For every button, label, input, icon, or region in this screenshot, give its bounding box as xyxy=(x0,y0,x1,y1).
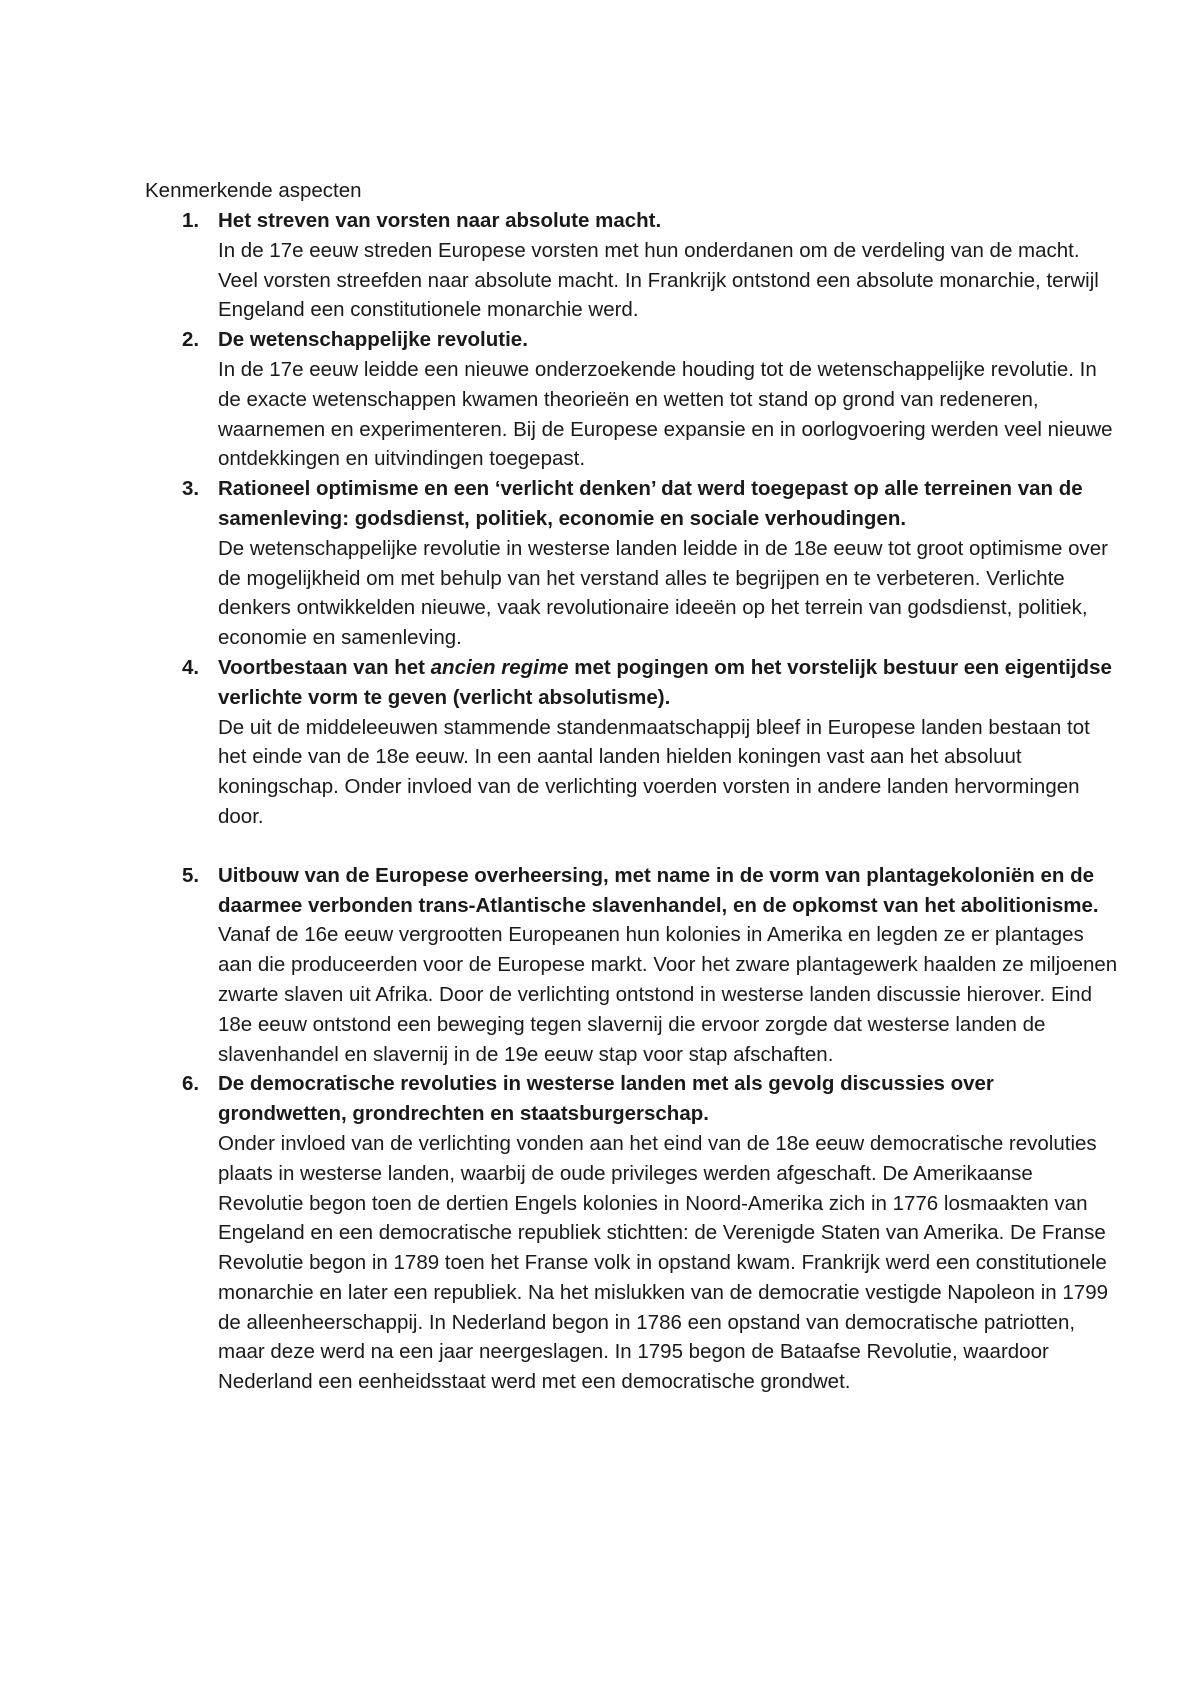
item-number: 2. xyxy=(182,328,200,352)
item-title: Uitbouw van de Europese overheersing, met name in de vorm van plantagekoloniën en de daarmee verbonden trans-Atlantische slavenhandel, en de opkomst van het abolitionisme. xyxy=(218,863,1099,917)
item-number: 3. xyxy=(182,477,200,501)
list-item xyxy=(145,474,1120,653)
aspect-list xyxy=(145,206,1120,1397)
list-item xyxy=(145,206,1120,325)
item-number: 1. xyxy=(182,209,200,232)
item-body: In de 17e eeuw leidde een nieuwe onderzoekende houding tot de wetenschappelijke revolutie. In de exacte wetenschappen kwamen theorieën en wetten tot stand op grond van redeneren, waarnemen en experimenteren. Bij de Europese expansie en in oorlogvoering werden veel nieuwe ontdekkingen en uitvindingen toegepast. xyxy=(218,357,1113,471)
item-number: 6. xyxy=(182,1072,200,1096)
item-number: 4. xyxy=(182,655,200,679)
list-item xyxy=(145,325,1120,474)
item-title: De democratische revoluties in westerse landen met als gevolg discussies over grondwetten, grondrechten en staatsburgerschap. xyxy=(218,1072,994,1126)
list-item xyxy=(145,653,1120,832)
item-body: Vanaf de 16e eeuw vergrootten Europeanen hun kolonies in Amerika en legden ze er plantages aan die produceerden voor de Europese markt. Voor het zware plantagewerk haalden ze miljoenen zwarte slaven uit Afrika. Door de verlichting ontstond in westerse landen discussie hierover. Eind 18e eeuw ontstond een beweging tegen slavernij die ervoor zorgde dat westerse landen de slavenhandel en slavernij in de 19e eeuw stap voor stap afschaften. xyxy=(218,923,1118,1066)
blank-line xyxy=(145,832,1120,861)
list-item xyxy=(145,861,1120,1070)
item-title: Rationeel optimisme en een ‘verlicht denken’ dat werd toegepast op alle terreinen van de samenleving: godsdienst, politiek, economie en sociale verhoudingen. xyxy=(218,477,1083,530)
item-body: De wetenschappelijke revolutie in westerse landen leidde in de 18e eeuw tot groot optimisme over de mogelijkheid om met behulp van het verstand alles te begrijpen en te verbeteren. Verlichte denkers ontwikkelden nieuwe, vaak revolutionaire ideeën op het terrein van godsdienst, politiek, economie en samenleving. xyxy=(218,536,1108,650)
document-heading: Kenmerkende aspecten xyxy=(145,179,362,202)
item-number: 5. xyxy=(182,863,200,887)
item-body: Onder invloed van de verlichting vonden aan het eind van de 18e eeuw democratische revoluties plaats in westerse landen, waarbij de oude privileges werden afgeschaft. De Amerikaanse Revolutie begon toen de dertien Engels kolonies in Noord-Amerika zich in 1776 losmaakten van Engeland en een democratische republiek stichtten: de Verenigde Staten van Amerika. De Franse Revolutie begon in 1789 toen het Franse volk in opstand kwam. Frankrijk werd een constitutionele monarchie en later een republiek. Na het mislukken van de democratie vestigde Napoleon in 1799 de alleenheerschappij. In Nederland begon in 1786 een opstand van democratische patriotten, maar deze werd na een jaar neergeslagen. In 1795 begon de Bataafse Revolutie, waardoor Nederland een eenheidsstaat werd met een democratische grondwet. xyxy=(218,1131,1109,1394)
item-body: In de 17e eeuw streden Europese vorsten met hun onderdanen om de verdeling van de macht. Veel vorsten streefden naar absolute macht. In Frankrijk ontstond een absolute monarchie, terwijl Engeland een constitutionele monarchie werd. xyxy=(218,238,1099,322)
list-item xyxy=(145,1069,1120,1397)
item-title-part: met pogingen om het vorstelijk bestuur een eigentijdse verlichte vorm te geven (verlicht absolutisme). xyxy=(218,655,1112,709)
item-title: De wetenschappelijke revolutie. xyxy=(218,328,528,352)
item-title xyxy=(218,653,1120,713)
item-body: De uit de middeleeuwen stammende standenmaatschappij bleef in Europese landen bestaan tot het einde van de 18e eeuw. In een aantal landen hielden koningen vast aan het absoluut koningschap. Onder invloed van de verlichting voerden vorsten in andere landen hervormingen door. xyxy=(218,715,1090,828)
item-title-part: Voortbestaan van het xyxy=(218,655,431,679)
item-title: Het streven van vorsten naar absolute macht. xyxy=(218,209,662,232)
item-title-emphasis: ancien regime xyxy=(430,655,569,679)
